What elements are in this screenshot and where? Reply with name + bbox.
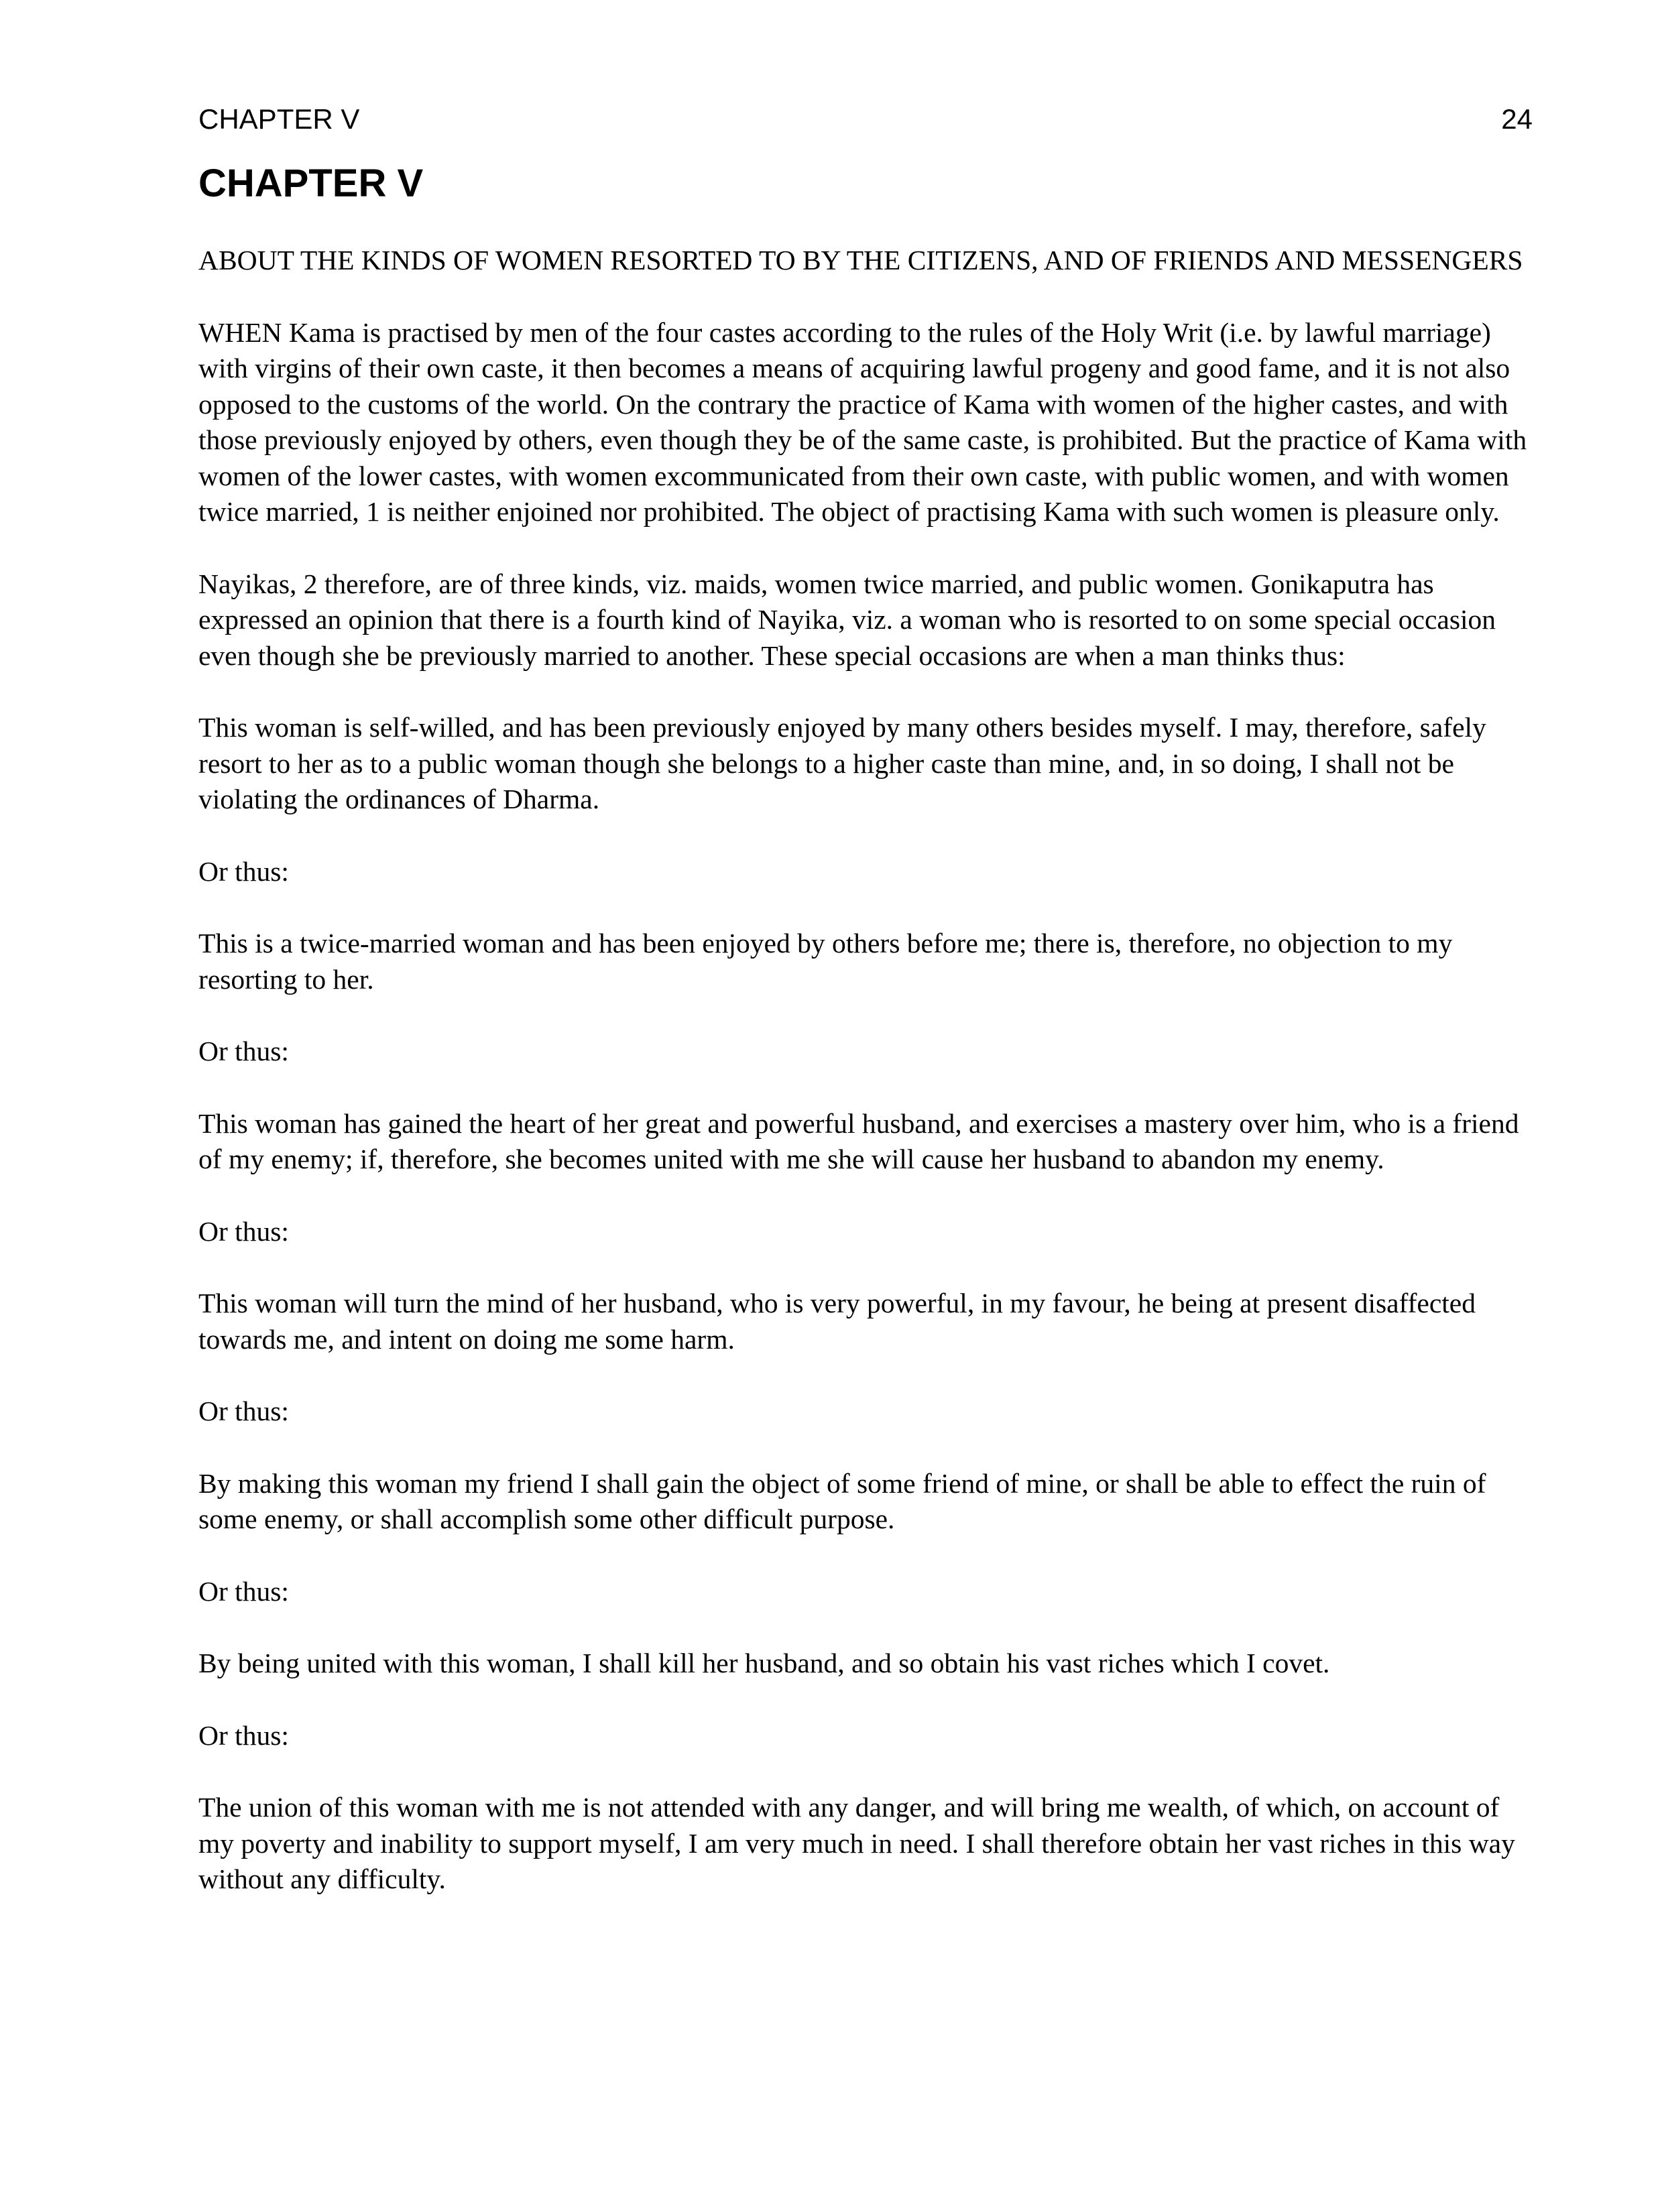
paragraph: By making this woman my friend I shall gain the object of some friend of mine, or shall be able to effect the ruin of some enemy, or shall accomplish some other difficult purpose. — [198, 1467, 1486, 1534]
document-page — [198, 0, 1533, 2212]
paragraph: Or thus: — [198, 855, 289, 887]
paragraph: Or thus: — [198, 1396, 289, 1426]
paragraph: The union of this woman with me is not attended with any danger, and will bring me wealth, of which, on account of my poverty and inability to support myself, I am very much in need. I shall therefore obtain her vast riches in this way without any difficulty. — [198, 1792, 1515, 1894]
paragraph: Or thus: — [198, 1036, 289, 1066]
page-number: 24 — [1501, 103, 1533, 135]
running-header-title: CHAPTER V — [198, 103, 360, 135]
paragraph: This woman has gained the heart of her great and powerful husband, and exercises a mastery over him, who is a friend of my enemy; if, therefore, she becomes united with me she will cause her husband to abandon my enemy. — [198, 1107, 1519, 1174]
chapter-heading: CHAPTER V — [198, 162, 424, 205]
paragraph: Nayikas, 2 therefore, are of three kinds, viz. maids, women twice married, and public women. Gonikaputra has expressed an opinion that there is a fourth kind of Nayika, viz. a woman who is resorted to on some special occasion even though she be previously married to another. These special occasions are when a man thinks thus: — [198, 568, 1496, 671]
paragraph: This woman will turn the mind of her husband, who is very powerful, in my favour, he being at present disaffected towards me, and intent on doing me some harm. — [198, 1288, 1476, 1355]
paragraph: Or thus: — [198, 1215, 289, 1247]
body-text — [198, 243, 1533, 1934]
paragraph: WHEN Kama is practised by men of the four castes according to the rules of the Holy Writ (i.e. by lawful marriage) with virgins of their own caste, it then becomes a means of acquiring lawful progeny and good fame, and it is not also opposed to the customs of the world. On the contrary the practice of Kama with women of the higher castes, and with those previously enjoyed by others, even though they be of the same caste, is prohibited. But the practice of Kama with women of the lower castes, with women excommunicated from their own caste, with public women, and with women twice married, 1 is neither enjoined nor prohibited. The object of practising Kama with such women is pleasure only. — [198, 316, 1527, 527]
paragraph: By being united with this woman, I shall kill her husband, and so obtain his vast riches which I covet. — [198, 1648, 1330, 1678]
paragraph: Or thus: — [198, 1719, 289, 1751]
running-header — [198, 101, 1533, 138]
paragraph: This woman is self-willed, and has been previously enjoyed by many others besides myself. I may, therefore, safely resort to her as to a public woman though she belongs to a higher caste than mine, and, in so doing, I shall not be violating the ordinances of Dharma. — [198, 712, 1486, 814]
paragraph: This is a twice-married woman and has been enjoyed by others before me; there is, therefore, no objection to my resorting to her. — [198, 928, 1453, 995]
chapter-subtitle: ABOUT THE KINDS OF WOMEN RESORTED TO BY THE CITIZENS, AND OF FRIENDS AND MESSENGERS — [198, 245, 1523, 275]
paragraph: Or thus: — [198, 1575, 289, 1607]
